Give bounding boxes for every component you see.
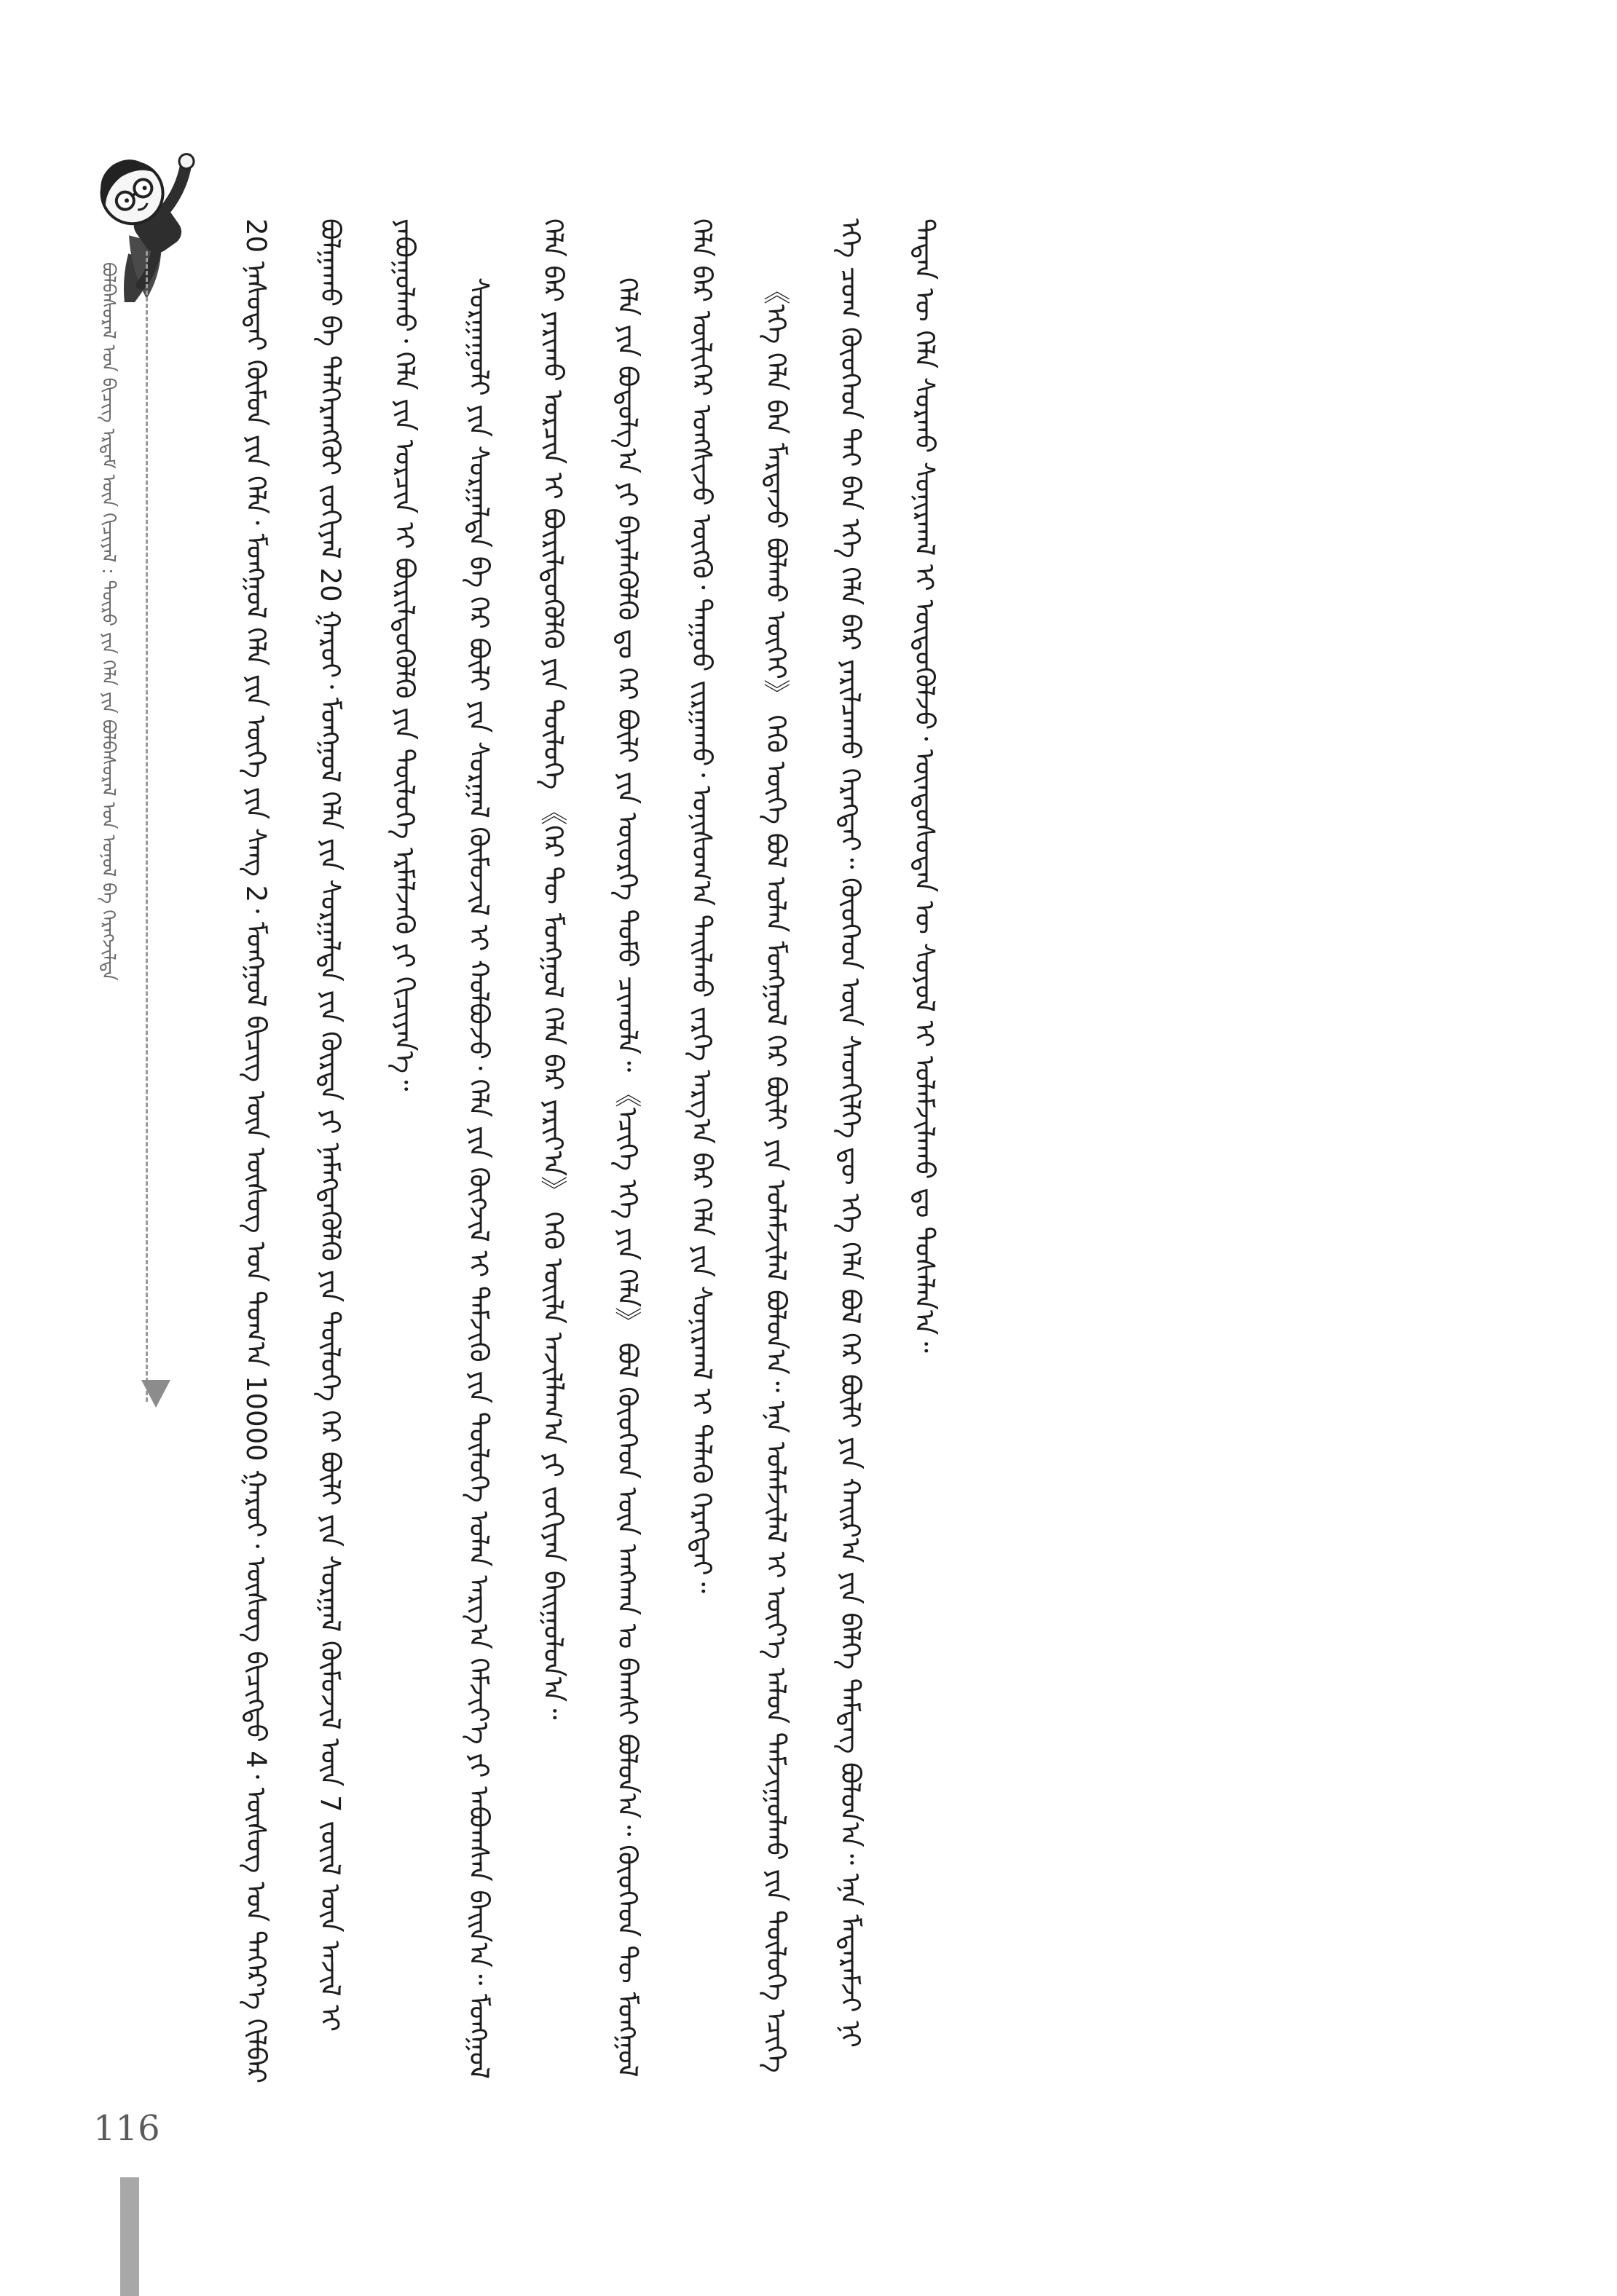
paragraph: 20 ᠨᠠᠰᠤᠲᠠᠢ ᠬᠦᠮᠦᠨ ᠶᠢᠨ ᠬᠡᠯᠡ᠂ ᠮᠣᠩᠭᠣᠯ ᠬᠡᠯᠡ ᠶᠢᠨ ᠦᠭᠡ ᠶᠢᠨ ᠰᠠᠩ 2᠂ ᠮᠣᠩᠭᠣᠯ ᠪᠢᠴᠢᠭ ᠦᠨ ᠦᠰᠦᠭ ᠤᠨ ᠲᠤᠭ᠎ᠠ 10000 ᠭᠠᠷᠤᠢ᠂ ᠦᠰᠦᠭ ᠪᠢᠴᠢᠭᠲᠦ 4᠂ ᠦᠰᠦᠭ ᠤᠨ ᠳᠡᠭᠡᠷ᠎ᠡ ᠬᠢᠯᠪᠠᠷ ᠪᠣᠯᠭᠠᠬᠤ ᠪᠠ ᠳᠡᠯᠭᠡᠷᠡᠩᠭᠦᠢ ᠵᠣᠬᠢᠶᠠᠯ 20 ᠭᠠᠷᠤᠢ᠂ ᠮᠣᠩᠭᠣᠯ ᠬᠡᠯᠡ ᠶᠢᠨ ᠰᠤᠷᠭᠠᠯᠲᠠ ᠶᠢᠨ ᠬᠦᠷᠳᠡ ᠶᠢ ᠨᠡᠮᠡᠭᠳᠡᠭᠦᠯᠬᠦ ᠶᠢᠨ ᠲᠥᠯᠥᠭᠡ ᠭᠡᠷ ᠪᠦᠯᠢ ᠶᠢᠨ ᠰᠤᠷᠭᠠᠯ ᠬᠦᠮᠦᠵᠢᠯ ᠦᠨ 7 ᠵᠦᠢᠯ ᠦᠨ ᠠᠵᠢᠯ ᠢ ᠶᠠᠪᠤᠭᠤᠯᠬᠤ᠂ ᠬᠡᠯᠡ ᠶᠢᠨ ᠣᠷᠴᠢᠨ ᠢ ᠪᠦᠷᠢᠯᠳᠦᠭᠦᠯᠬᠦ ᠶᠢᠨ ᠲᠥᠯᠦᠭᠡ ᠡᠷᠮᠡᠯᠵᠡᠬᠦ ᠶᠢ ᠬᠢᠴᠢᠶᠡᠨ᠎ᠡ᠃: [240, 218, 420, 2084]
thumb-tab: [120, 2177, 139, 2296]
margin-divider: [146, 251, 148, 1402]
running-head: ᠪᠣᠯᠪᠠᠰᠤᠷᠠᠯ ᠤᠨ ᠪᠢᠴᠢᠭ ᠡᠷᠳᠡᠮ ᠦᠨ ᠬᠢᠴᠢᠶᠡᠯ : ᠲᠦᠷᠦ ᠶᠢᠨ ᠬᠡᠯᠡ ᠶᠢᠨ ᠪᠤᠯᠪᠠᠰᠤᠷᠠᠯ ᠤᠨ ᠣᠨᠣᠯ ᠪᠠ ᠬᠡᠷᠡᠭᠵᠢᠯᠲᠡ: [98, 262, 119, 981]
triangle-marker-icon: [141, 1380, 170, 1408]
paragraph: ᠰᠤᠷᠭᠠᠭᠤᠯᠢ ᠶᠢᠨ ᠰᠤᠷᠭᠠᠯᠲᠠ ᠪᠠ ᠭᠡᠷ ᠪᠦᠯᠢ ᠶᠢᠨ ᠰᠤᠷᠭᠠᠯ ᠬᠦᠮᠦᠵᠢᠯ ᠢ ᠬᠣᠯᠪᠣᠵᠤ᠂ ᠬᠡᠯᠡ ᠶᠢᠨ ᠬᠥᠭᠵᠢᠯ ᠢ ᠳᠡᠮᠵᠢᠬᠦ ᠶᠢᠨ ᠲᠥᠯᠥᠭᠡ ᠣᠯᠠᠨ ᠠᠷᠭ᠎ᠠ ᠬᠡᠮᠵᠢᠶ᠎ᠡ ᠶᠢ ᠠᠪᠤᠭᠰᠠᠨ ᠪᠠᠢᠨ᠎ᠠ᠃ ᠮᠣᠩᠭᠣᠯ ᠬᠡᠯᠡ ᠪᠡᠷ ᠶᠠᠷᠢᠬᠤ ᠣᠷᠴᠢᠨ ᠢ ᠪᠦᠷᠢᠯᠳᠦᠭᠦᠯᠬᠦ ᠶᠢᠨ ᠲᠥᠯᠥᠭᠡ 《ᠭᠡᠷ ᠲᠦ ᠮᠣᠩᠭᠣᠯ ᠬᠡᠯᠡ ᠪᠡᠷ ᠶᠠᠷᠢᠶ᠎ᠠ》 ᠭᠡᠬᠦ ᠦᠢᠯᠡ ᠠᠵᠢᠯᠯᠠᠭ᠎ᠠ ᠶᠢ ᠵᠣᠬᠢᠶᠠᠨ ᠪᠠᠢᠭᠤᠯᠤᠨ᠎ᠠ᠃: [463, 218, 569, 2080]
body-text: [219, 218, 1442, 2112]
page-number: 116: [93, 2108, 160, 2149]
paragraph: ᠬᠡᠯᠡ ᠶᠢᠨ ᠪᠣᠳᠤᠯᠭ᠎ᠠ ᠶᠢ ᠪᠡᠶᠡᠯᠡᠭᠦᠯᠬᠦ ᠳᠤ ᠭᠡᠷ ᠪᠦᠯᠢ ᠶᠢᠨ ᠦᠦᠷᠭᠡ ᠲᠤᠮᠤ ᠴᠢᠬᠤᠯᠠ᠃ 《ᠡᠴᠢᠭᠡ ᠡᠬᠡ ᠶᠢᠨ ᠬᠡᠯᠡ》 ᠪᠣᠯ ᠬᠦᠦᠬᠡᠳ ᠦᠨ ᠠᠩᠬᠠᠨ ᠤ ᠪᠠᠭᠰᠢ ᠪᠣᠯᠤᠨ᠎ᠠ᠃ ᠬᠦᠦᠬᠡᠳ ᠲᠦ ᠮᠣᠩᠭᠣᠯ ᠬᠡᠯᠡ ᠪᠡᠷ ᠦᠯᠢᠭᠡᠷ ᠤᠩᠰᠢᠵᠤ ᠥᠭᠬᠦ᠂ ᠳᠠᠭᠤᠤ ᠵᠢᠷᠭᠠᠬᠤ᠂ ᠣᠨᠢᠰᠤᠭ᠎ᠠ ᠲᠠᠢᠯᠬᠤ ᠵᠡᠷᠭᠡ ᠠᠷᠭ᠎ᠠ ᠪᠡᠷ ᠬᠡᠯᠡ ᠶᠢᠨ ᠰᠣᠨᠢᠷᠬᠠᠯ ᠢ ᠲᠡᠯᠡᠬᠦ ᠬᠡᠷᠡᠭᠲᠡᠢ᠃: [612, 218, 717, 2078]
paragraph: 《ᠡᠬᠡ ᠬᠡᠯᠡ ᠪᠡᠨ ᠮᠠᠷᠲᠠᠵᠤ ᠪᠣᠯᠬᠤ ᠦᠭᠡᠢ》 ᠭᠡᠬᠦ ᠦᠭᠡ ᠪᠣᠯ ᠣᠯᠠᠨ ᠮᠣᠩᠭᠣᠯ ᠭᠡᠷ ᠪᠦᠯᠢ ᠶᠢᠨ ᠤᠯᠠᠮᠵᠢᠯᠠᠯ ᠪᠣᠯᠤᠨ᠎ᠠ᠃ ᠡᠨᠡ ᠤᠯᠠᠮᠵᠢᠯᠠᠯ ᠢ ᠦᠶ᠎ᠡ ᠠᠯᠤᠨ ᠳᠠᠮᠵᠢᠭᠤᠯᠬᠤ ᠶᠢᠨ ᠲᠥᠯᠥᠭᠡ ᠡᠴᠢᠭᠡ ᠡᠬᠡ ᠴᠤᠭ ᠬᠦᠦᠬᠡᠳ ᠲᠡᠢ ᠪᠡᠨ ᠡᠬᠡ ᠬᠡᠯᠡ ᠪᠡᠷ ᠶᠠᠷᠢᠯᠴᠠᠬᠤ ᠬᠡᠷᠡᠭᠲᠡᠢ᠃ ᠬᠦᠦᠬᠡᠳ ᠦᠨ ᠰᠡᠳᠬᠢᠯᠭᠡ ᠳᠦ ᠡᠬᠡ ᠬᠡᠯᠡ ᠪᠣᠯ ᠭᠡᠷ ᠪᠦᠯᠢ ᠶᠢᠨ ᠬᠠᠢᠷ᠎ᠠ ᠶᠢᠨ ᠪᠡᠯᠭᠡ ᠲᠡᠮᠳᠡᠭ ᠪᠣᠯᠤᠨ᠎ᠠ᠃ ᠡᠨᠡ ᠮᠡᠳᠡᠷᠡᠮᠵᠢ ᠨᠢ ᠲᠡᠳᠡᠨ ᠦ ᠬᠡᠯᠡ ᠰᠤᠷᠬᠤ ᠰᠣᠨᠢᠷᠬᠠᠯ ᠢ ᠥᠳᠦᠭᠦᠯᠵᠦ᠂ ᠦᠨᠳᠦᠰᠦᠲᠡᠨ ᠦ ᠰᠣᠶᠤᠯ ᠢ ᠤᠯᠠᠮᠵᠢᠯᠠᠬᠤ ᠳᠤ ᠲᠤᠰᠠᠯᠠᠨ᠎ᠠ᠃: [760, 218, 940, 2073]
